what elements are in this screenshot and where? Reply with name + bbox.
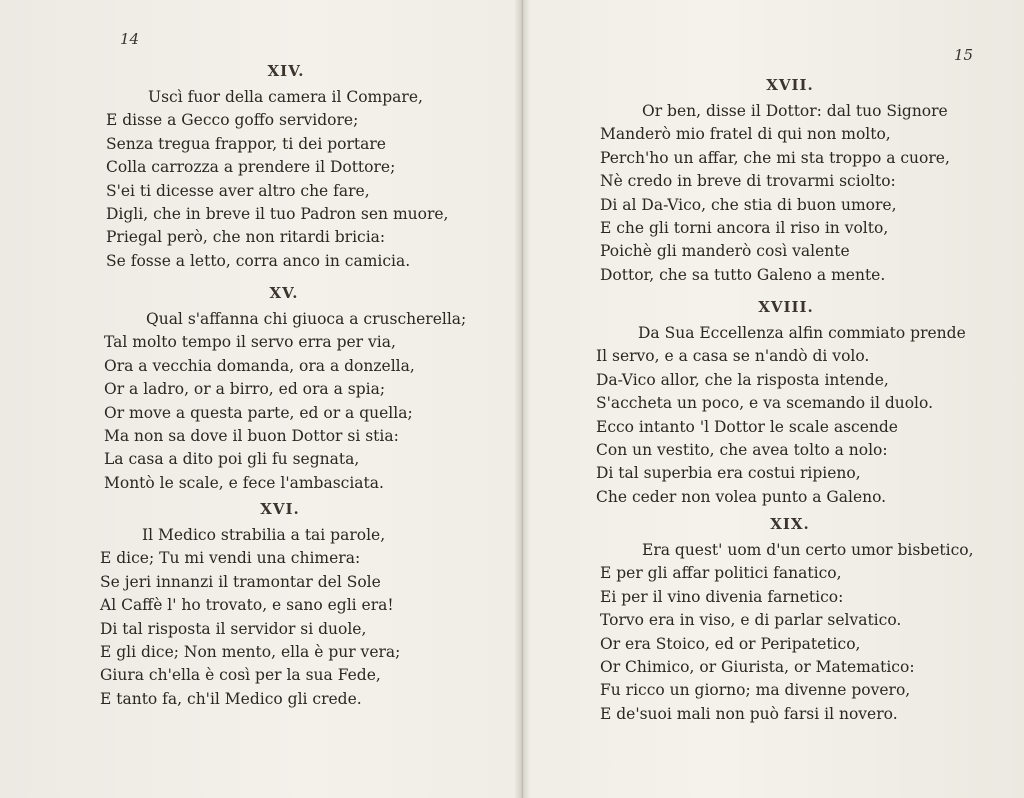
verse-line: Nè credo in breve di trovarmi sciolto: xyxy=(600,172,896,191)
verse-line: E disse a Gecco goffo servidore; xyxy=(106,111,359,130)
stanza-xvii xyxy=(600,76,980,287)
verse-line: Or a ladro, or a birro, ed ora a spia; xyxy=(104,380,386,399)
verse-line: E gli dice; Non mento, ella è pur vera; xyxy=(100,643,401,662)
verse-line: Al Caffè l' ho trovato, e sano egli era! xyxy=(100,596,394,615)
verse-line: Di tal superbia era costui ripieno, xyxy=(596,464,861,483)
stanza-xv xyxy=(104,284,467,495)
verse-line: Torvo era in viso, e di parlar selvatico. xyxy=(600,611,902,630)
verse-line: Di tal risposta il servidor si duole, xyxy=(100,619,367,638)
verse-line: Che ceder non volea punto a Galeno. xyxy=(596,487,887,506)
verse-line: E de'suoi mali non può farsi il novero. xyxy=(600,704,898,723)
verse-line: Il servo, e a casa se n'andò di volo. xyxy=(596,347,870,366)
verse-line: Dottor, che sa tutto Galeno a mente. xyxy=(600,265,886,284)
verse-line: E tanto fa, ch'il Medico gli crede. xyxy=(100,689,362,708)
verse-line: Ecco intanto 'l Dottor le scale ascende xyxy=(596,417,898,436)
verse-line: Senza tregua frappor, ti dei portare xyxy=(106,134,386,153)
verse-line: Manderò mio fratel di qui non molto, xyxy=(600,125,891,144)
verse-line: Da-Vico allor, che la risposta intende, xyxy=(596,370,889,389)
stanza-number: XV. xyxy=(269,284,299,302)
verse-line: Or era Stoico, ed or Peripatetico, xyxy=(600,634,861,653)
verse-line: E dice; Tu mi vendi una chimera: xyxy=(100,549,361,568)
verse-line: Era quest' uom d'un certo umor bisbetico, xyxy=(642,541,974,559)
verse-line: Con un vestito, che avea tolto a nolo: xyxy=(596,441,888,460)
verse-line: Colla carrozza a prendere il Dottore; xyxy=(106,158,396,177)
verse-line: Digli, che in breve il tuo Padron sen muore, xyxy=(106,205,449,224)
verse-line: Uscì fuor della camera il Compare, xyxy=(148,88,423,106)
stanza-xix xyxy=(600,515,980,726)
verse-line: Ma non sa dove il buon Dottor si stia: xyxy=(104,427,399,446)
verse-line: Da Sua Eccellenza alfin commiato prende xyxy=(638,324,966,342)
stanza-xviii xyxy=(596,298,976,509)
verse-line: Fu ricco un giorno; ma divenne povero, xyxy=(600,681,911,700)
stanza-number: XVIII. xyxy=(758,298,814,316)
verse-line: E per gli affar politici fanatico, xyxy=(600,564,842,583)
verse-line: Or move a questa parte, ed or a quella; xyxy=(104,403,413,422)
verse-line: Qual s'affanna chi giuoca a cruscherella; xyxy=(146,310,467,328)
page-number: 14 xyxy=(120,30,140,48)
verse-line: Il Medico strabilia a tai parole, xyxy=(142,526,386,544)
verse-line: Di al Da-Vico, che stia di buon umore, xyxy=(600,195,897,214)
verse-line: Or ben, disse il Dottor: dal tuo Signore xyxy=(642,102,948,120)
verse-line: La casa a dito poi gli fu segnata, xyxy=(104,450,360,469)
verse-line: E che gli torni ancora il riso in volto, xyxy=(600,219,889,238)
verse-line: Poichè gli manderò così valente xyxy=(600,242,850,261)
verse-line: Perch'ho un affar, che mi sta troppo a cuore, xyxy=(600,148,950,167)
stanza-number: XVII. xyxy=(766,76,814,94)
verse-line: Priegal però, che non ritardi bricia: xyxy=(106,228,386,247)
page-number: 15 xyxy=(954,46,974,64)
verse-line: Ora a vecchia domanda, ora a donzella, xyxy=(104,356,415,375)
verse-line: Tal molto tempo il servo erra per via, xyxy=(104,333,396,352)
verse-line: Giura ch'ella è così per la sua Fede, xyxy=(100,666,381,685)
verse-line: Ei per il vino divenia farnetico: xyxy=(600,587,844,606)
stanza-number: XIV. xyxy=(267,62,305,80)
stanza-xiv xyxy=(106,62,466,273)
stanza-xvi xyxy=(100,500,460,711)
right-page xyxy=(524,0,1024,798)
verse-line: Se fosse a letto, corra anco in camicia. xyxy=(106,251,411,270)
verse-line: Or Chimico, or Giurista, or Matematico: xyxy=(600,658,915,677)
stanza-number: XVI. xyxy=(260,500,300,518)
stanza-number: XIX. xyxy=(770,515,810,533)
verse-line: Montò le scale, e fece l'ambasciata. xyxy=(104,473,384,492)
verse-line: S'accheta un poco, e va scemando il duolo. xyxy=(596,394,934,413)
verse-line: Se jeri innanzi il tramontar del Sole xyxy=(100,572,381,591)
verse-line: S'ei ti dicesse aver altro che fare, xyxy=(106,181,370,200)
